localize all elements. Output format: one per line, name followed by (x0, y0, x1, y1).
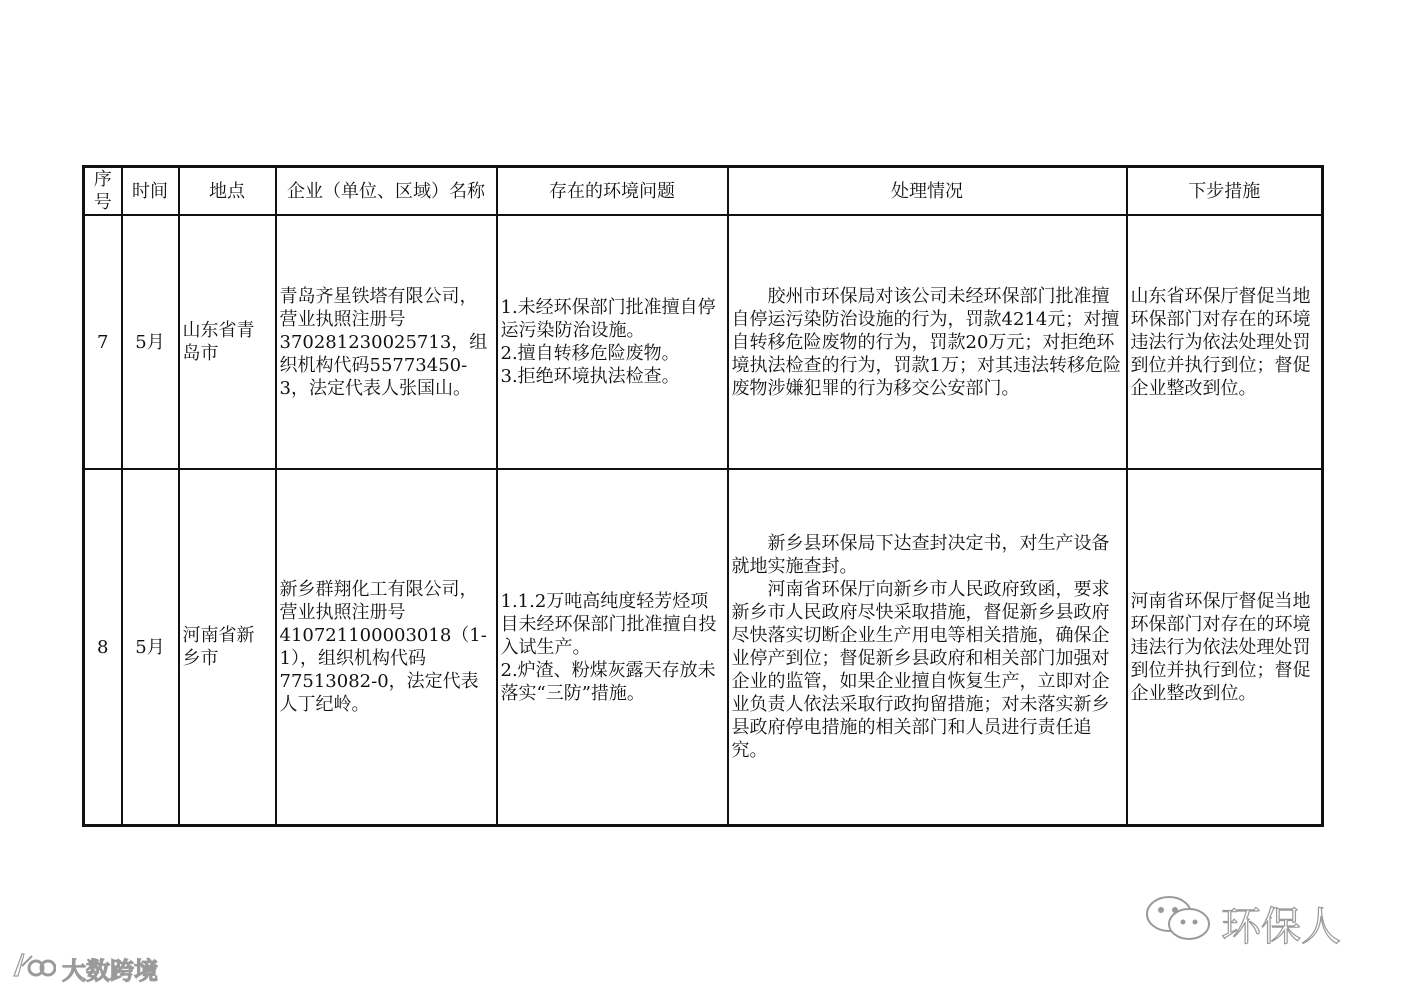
watermark-right-text: 环保人 (1221, 903, 1341, 950)
penalty-table (82, 165, 1324, 827)
cell-place: 山东省青岛市 (179, 215, 276, 469)
header-handling: 处理情况 (728, 167, 1127, 216)
brand-logo-icon (10, 950, 56, 986)
cell-company: 新乡群翔化工有限公司，营业执照注册号410721100003018（1-1），组织机构代码77513082-0，法定代表人丁纪岭。 (276, 469, 497, 826)
table-row (84, 215, 1323, 469)
cell-next: 河南省环保厅督促当地环保部门对存在的环境违法行为依法处理处罚到位并执行到位；督促企业整改到位。 (1127, 469, 1323, 826)
cell-handling (728, 469, 1127, 826)
cell-next: 山东省环保厅督促当地环保部门对存在的环境违法行为依法处理处罚到位并执行到位；督促企业整改到位。 (1127, 215, 1323, 469)
cell-seq: 7 (84, 215, 122, 469)
watermark-left-text: 大数跨境 (62, 956, 158, 985)
cell-problem (497, 215, 728, 469)
cell-problem (497, 469, 728, 826)
cell-place: 河南省新乡市 (179, 469, 276, 826)
problem-item: 1.1.2万吨高纯度轻芳烃项目未经环保部门批准擅自投入试生产。 (500, 590, 717, 658)
header-time: 时间 (122, 167, 179, 216)
cell-time: 5月 (122, 469, 179, 826)
handling-paragraph: 新乡县环保局下达查封决定书，对生产设备就地实施查封。 (731, 533, 1110, 577)
problem-item: 1.未经环保部门批准擅自停运污染防治设施。 (500, 297, 716, 341)
wechat-watermark (1143, 895, 1341, 951)
header-company: 企业（单位、区域）名称 (276, 167, 497, 216)
cell-time: 5月 (122, 215, 179, 469)
header-row (84, 167, 1323, 216)
problem-item: 2.擅自转移危险废物。 (500, 343, 680, 364)
cell-handling (728, 215, 1127, 469)
problem-item: 2.炉渣、粉煤灰露天存放未落实“三防”措施。 (500, 659, 716, 704)
header-seq: 序号 (84, 167, 122, 216)
table-row (84, 469, 1323, 826)
problem-item: 3.拒绝环境执法检查。 (500, 366, 680, 387)
header-problem: 存在的环境问题 (497, 167, 728, 216)
cell-seq: 8 (84, 469, 122, 826)
source-watermark (10, 950, 158, 986)
handling-paragraph: 胶州市环保局对该公司未经环保部门批准擅自停运污染防治设施的行为，罚款4214元；对擅自转移危险废物的行为，罚款20万元；对拒绝环境执法检查的行为，罚款1万；对其违法转移危险废物涉嫌犯罪的行为移交公安部门。 (731, 285, 1121, 399)
wechat-icon (1143, 892, 1215, 954)
header-place: 地点 (179, 167, 276, 216)
header-next: 下步措施 (1127, 167, 1323, 216)
cell-company: 青岛齐星铁塔有限公司，营业执照注册号370281230025713，组织机构代码55773450-3，法定代表人张国山。 (276, 215, 497, 469)
handling-paragraph: 河南省环保厅向新乡市人民政府致函，要求新乡市人民政府尽快采取措施，督促新乡县政府尽快落实切断企业生产用电等相关措施，确保企业停产到位；督促新乡县政府和相关部门加强对企业的监管，如果企业擅自恢复生产，立即对企业负责人依法采取行政拘留措施；对未落实新乡县政府停电措施的相关部门和人员进行责任追究。 (731, 579, 1110, 761)
